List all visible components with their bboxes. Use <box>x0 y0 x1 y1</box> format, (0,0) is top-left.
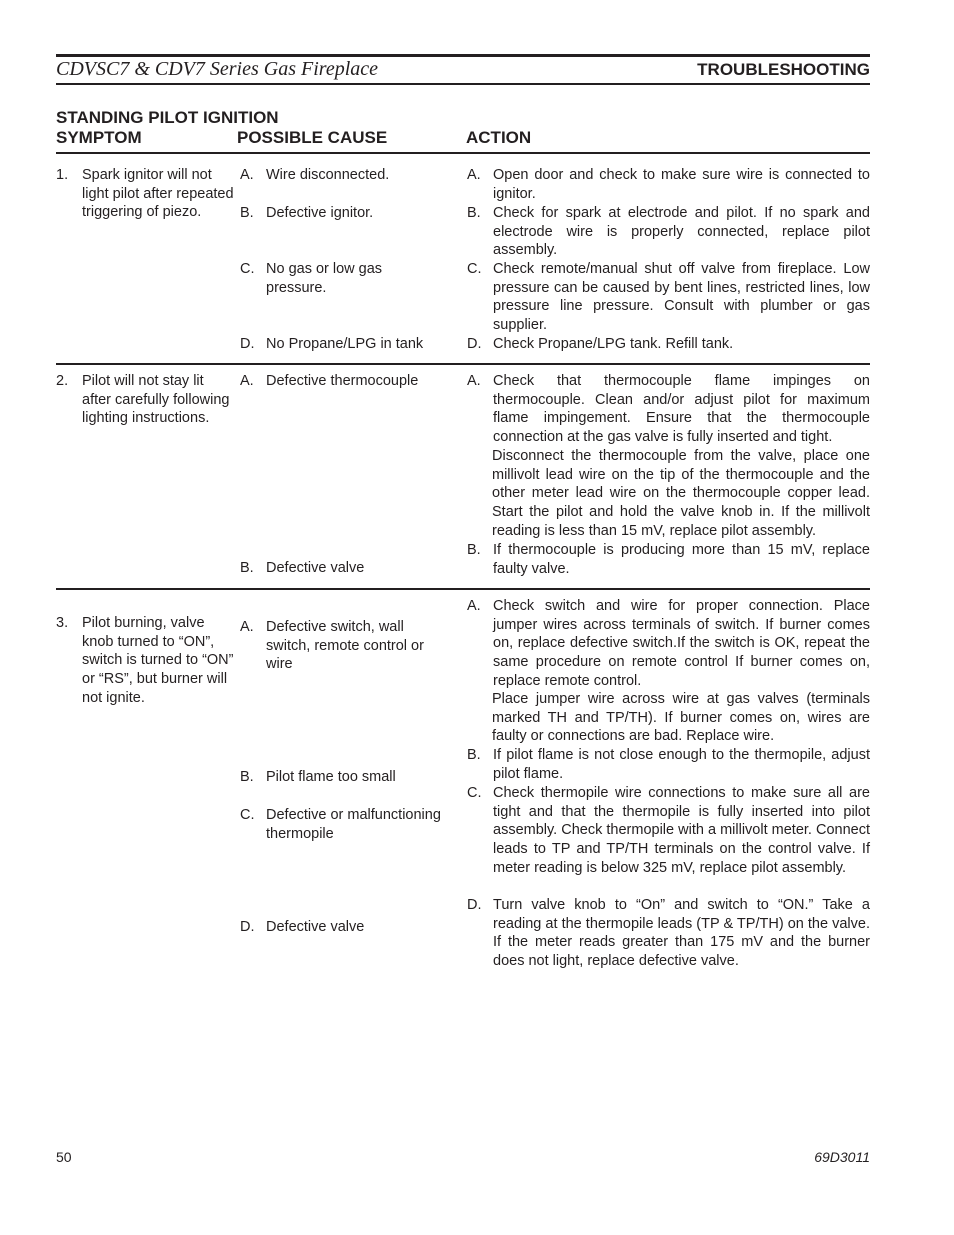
symptom-text: Pilot will not stay lit after carefully following lighting instructions. <box>82 373 230 427</box>
table-header-rule <box>56 152 870 154</box>
action-text: Check for spark at electrode and pilot. If no spark and electrode wire is properly connected, replace pilot assembly. <box>493 205 870 259</box>
cause-text: No gas or low gas pressure. <box>266 261 383 296</box>
symptom-text: Pilot burning, valve knob turned to “ON”, switch is turned to “ON” or “RS”, but burner will not ignite. <box>82 615 234 706</box>
action-2b <box>467 541 870 578</box>
cause-2b <box>240 559 448 578</box>
action-label: D. <box>467 897 482 913</box>
cause-label: A. <box>240 167 254 183</box>
section-heading: TROUBLESHOOTING <box>697 60 870 79</box>
action-text: Turn valve knob to “On” and switch to “ON.” Take a reading at the thermopile leads (TP & TP/TH) on the valve. If the meter reads greater than 175 mV and the burner does not light, replace defective valve. <box>493 897 870 970</box>
cause-3d <box>240 918 448 937</box>
action-text: Check switch and wire for proper connection. Place jumper wires across terminals of switch. If burner comes on, replace defective switch.If the switch is OK, repeat the same procedure on remote control If burner comes on, replace remote control. <box>493 598 870 689</box>
page-number: 50 <box>56 1149 72 1165</box>
action-text: If pilot flame is not close enough to the thermopile, adjust pilot flame. <box>493 747 870 782</box>
cause-label: A. <box>240 619 254 635</box>
action-label: B. <box>467 747 481 763</box>
cause-text: Defective valve <box>266 919 365 935</box>
action-1c <box>467 260 870 335</box>
symptom-3 <box>56 614 234 708</box>
cause-label: D. <box>240 336 255 352</box>
row-divider <box>56 588 870 590</box>
cause-text: Defective thermocouple <box>266 373 419 389</box>
action-3a <box>467 597 870 691</box>
action-label: C. <box>467 261 482 277</box>
action-text: Check thermopile wire connections to make sure all are tight and that the thermopile is fully inserted into pilot assembly. Check thermopile with a millivolt meter. Connect leads to TP and TP/TH terminals on the control valve. If meter reading is below 325 mV, replace pilot assembly. <box>493 785 870 876</box>
action-3d <box>467 896 870 971</box>
document-title: CDVSC7 & CDV7 Series Gas Fireplace <box>56 58 379 80</box>
cause-text: Defective valve <box>266 560 365 576</box>
action-label: D. <box>467 336 482 352</box>
cause-1a <box>240 166 448 185</box>
header-bottom-rule <box>56 83 870 85</box>
action-text: Check Propane/LPG tank. Refill tank. <box>493 336 734 352</box>
action-label: A. <box>467 373 481 389</box>
action-2a-continued <box>467 447 870 541</box>
cause-text: Defective ignitor. <box>266 205 374 221</box>
cause-label: C. <box>240 807 255 823</box>
cause-1b <box>240 204 448 223</box>
cause-label: B. <box>240 205 254 221</box>
action-3b <box>467 746 870 783</box>
action-2a <box>467 372 870 447</box>
action-3c <box>467 784 870 878</box>
action-3a-continued <box>467 690 870 746</box>
action-1d <box>467 335 870 354</box>
action-text: Open door and check to make sure wire is connected to ignitor. <box>493 167 870 202</box>
symptom-number: 3. <box>56 615 69 631</box>
cause-3b <box>240 768 448 787</box>
action-1b <box>467 204 870 260</box>
action-label: B. <box>467 205 481 221</box>
action-text: Check that thermocouple flame impinges on thermocouple. Clean and/or adjust pilot for maximum flame impingement. Ensure that the thermocouple connection at the gas valve is fully inserted and tight. <box>493 373 870 446</box>
column-header-cause: POSSIBLE CAUSE <box>237 128 388 147</box>
document-code: 69D3011 <box>814 1149 870 1165</box>
symptom-1 <box>56 166 236 222</box>
action-label: A. <box>467 167 481 183</box>
action-label: A. <box>467 598 481 614</box>
cause-1c <box>240 260 440 297</box>
column-header-symptom: SYMPTOM <box>56 128 142 147</box>
cause-text: Defective switch, wall switch, remote control or wire <box>266 619 424 673</box>
cause-label: D. <box>240 919 255 935</box>
symptom-number: 1. <box>56 167 69 183</box>
action-text: If thermocouple is producing more than 15 mV, replace faulty valve. <box>493 542 870 577</box>
cause-1d <box>240 335 448 354</box>
action-1a <box>467 166 870 203</box>
action-text: Check remote/manual shut off valve from fireplace. Low pressure can be caused by bent lines, restricted lines, low pressure line pressure. Consult with plumber or gas supplier. <box>493 261 870 334</box>
cause-3a <box>240 618 448 674</box>
row-divider <box>56 363 870 365</box>
cause-text: Defective or malfunctioning thermopile <box>266 807 441 842</box>
action-text: Place jumper wire across wire at gas valves (terminals marked TH and TP/TH). If burner comes on, wires are faulty or connections are bad. Replace wire. <box>492 691 870 745</box>
cause-text: Pilot flame too small <box>266 769 396 785</box>
cause-text: Wire disconnected. <box>266 167 390 183</box>
cause-label: A. <box>240 373 254 389</box>
action-label: C. <box>467 785 482 801</box>
cause-label: C. <box>240 261 255 277</box>
action-label: B. <box>467 542 481 558</box>
cause-label: B. <box>240 560 254 576</box>
action-text: Disconnect the thermocouple from the valve, place one millivolt lead wire on the tip of the thermocouple and the other meter lead wire on the thermocouple copper lead. Start the pilot and hold the valve knob in. If the millivolt reading is less than 15 mV, replace pilot assembly. <box>492 448 870 539</box>
page-title: STANDING PILOT IGNITION <box>56 108 279 127</box>
cause-text: No Propane/LPG in tank <box>266 336 424 352</box>
cause-label: B. <box>240 769 254 785</box>
symptom-text: Spark ignitor will not light pilot after repeated triggering of piezo. <box>82 167 234 221</box>
column-header-action: ACTION <box>466 128 532 147</box>
symptom-2 <box>56 372 236 428</box>
symptom-number: 2. <box>56 373 69 389</box>
cause-3c <box>240 806 448 843</box>
cause-2a <box>240 372 448 391</box>
header-top-rule <box>56 54 870 57</box>
